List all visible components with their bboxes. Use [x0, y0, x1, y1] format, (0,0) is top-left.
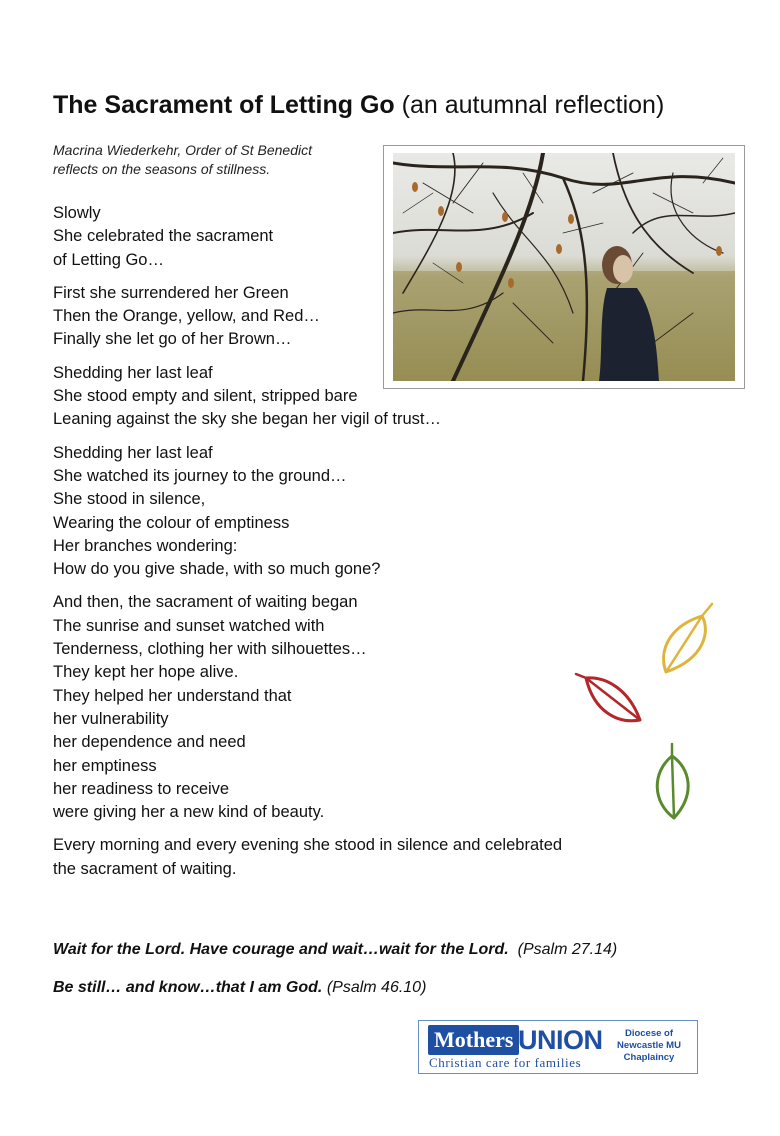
- poem-line: her emptiness: [53, 756, 157, 775]
- poem-line: And then, the sacrament of waiting began: [53, 593, 358, 612]
- red-leaf-icon: [574, 670, 646, 726]
- poem-line: her readiness to receive: [53, 779, 230, 798]
- quote-reference: (Psalm 46.10): [326, 979, 427, 996]
- poem: [53, 202, 673, 891]
- poem-line: They helped her understand that: [53, 686, 292, 705]
- logo-diocese: [609, 1028, 689, 1064]
- stanza: [53, 834, 673, 881]
- poem-line: Then the Orange, yellow, and Red…: [53, 307, 320, 326]
- stanza: [53, 442, 673, 582]
- page-title: [53, 88, 664, 122]
- poem-line: First she surrendered her Green: [53, 283, 289, 302]
- poem-line: Tenderness, clothing her with silhouettes…: [53, 640, 367, 659]
- attribution-line: Macrina Wiederkehr, Order of St Benedict: [53, 142, 312, 158]
- poem-line: Leaning against the sky she began her vigil of trust…: [53, 410, 441, 429]
- attribution-line: reflects on the seasons of stillness.: [53, 161, 271, 177]
- psalm-quote: [53, 939, 617, 961]
- psalm-quote: [53, 977, 426, 999]
- stanza: [53, 362, 673, 432]
- logo-diocese-line: Diocese of: [624, 1028, 674, 1039]
- poem-line: They kept her hope alive.: [53, 663, 239, 682]
- stanza: [53, 202, 673, 272]
- poem-line: Shedding her last leaf: [53, 363, 213, 382]
- poem-line: She celebrated the sacrament: [53, 227, 274, 246]
- poem-line: were giving her a new kind of beauty.: [53, 803, 325, 822]
- mothers-union-logo: [418, 1020, 698, 1074]
- poem-line: the sacrament of waiting.: [53, 859, 237, 878]
- green-leaf-icon: [646, 742, 698, 822]
- poem-line: her vulnerability: [53, 709, 169, 728]
- poem-line: She stood empty and silent, stripped bare: [53, 387, 358, 406]
- poem-line: of Letting Go…: [53, 250, 164, 269]
- title-subtitle: (an autumnal reflection): [401, 91, 665, 119]
- poem-line: Slowly: [53, 204, 101, 222]
- quote-text: Be still… and know…that I am God.: [53, 979, 323, 996]
- quote-reference: (Psalm 27.14): [517, 941, 618, 958]
- logo-union-text: UNION: [518, 1025, 603, 1055]
- poem-line: her dependence and need: [53, 733, 246, 752]
- poem-line: She stood in silence,: [53, 490, 206, 509]
- quote-text: Wait for the Lord. Have courage and wait…wait for the Lord.: [53, 941, 509, 958]
- poem-line: Wearing the colour of emptiness: [53, 513, 290, 532]
- poem-line: Every morning and every evening she stood in silence and celebrated: [53, 836, 563, 855]
- logo-mothers-text: Mothers: [428, 1025, 519, 1055]
- logo-diocese-line: Newcastle MU: [617, 1040, 681, 1051]
- poem-line: The sunrise and sunset watched with: [53, 616, 325, 635]
- logo-tagline: Christian care for families: [429, 1055, 582, 1070]
- poem-line: She watched its journey to the ground…: [53, 466, 347, 485]
- logo-diocese-line: Chaplaincy: [623, 1052, 675, 1063]
- attribution: [53, 141, 312, 179]
- yellow-leaf-icon: [656, 600, 722, 678]
- poem-line: Her branches wondering:: [53, 536, 238, 555]
- poem-line: Finally she let go of her Brown…: [53, 330, 292, 349]
- stanza: [53, 282, 673, 352]
- poem-line: Shedding her last leaf: [53, 443, 213, 462]
- poem-line: How do you give shade, with so much gone?: [53, 560, 381, 579]
- title-main: The Sacrament of Letting Go: [53, 91, 395, 119]
